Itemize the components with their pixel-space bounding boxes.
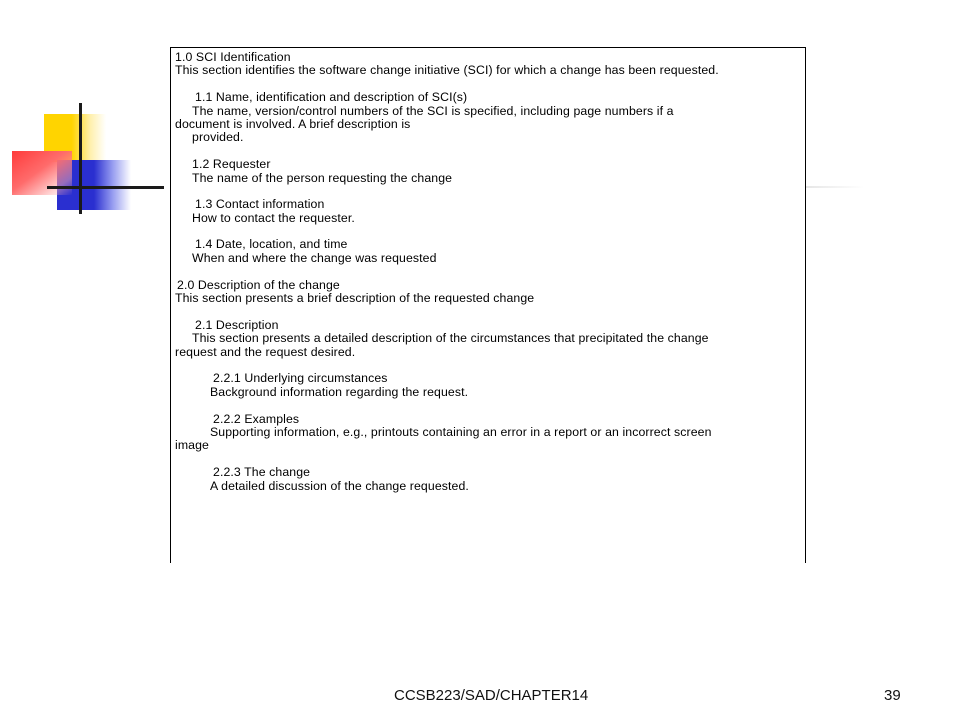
subsubsection-heading: 2.2.3 The change [213, 465, 311, 480]
subsection-text: document is involved. A brief description is [175, 116, 411, 131]
document-text [175, 51, 800, 493]
footer-course-code: CCSB223/SAD/CHAPTER14 [394, 687, 589, 704]
section-text: This section identifies the software change initiative (SCI) for which a change has been requested. [175, 63, 719, 78]
footer-page-number: 39 [884, 687, 901, 704]
section-heading: 2.0 Description of the change [177, 277, 340, 292]
blank-line [175, 399, 800, 412]
blank-line [175, 225, 800, 238]
title-underline-fade [806, 186, 864, 188]
subsubsection-text: Supporting information, e.g., printouts containing an error in a report or an incorrect screen [210, 424, 712, 439]
subsection-heading: 1.1 Name, identification and description of SCI(s) [195, 90, 468, 105]
subsection-heading: 1.2 Requester [192, 157, 271, 172]
subsection-text: When and where the change was requested [192, 250, 437, 265]
subsubsection-text: image [175, 438, 209, 453]
subsubsection-text: A detailed discussion of the change requested. [210, 478, 469, 493]
subsubsection-heading: 2.2.2 Examples [213, 411, 300, 426]
subsection-heading: 1.3 Contact information [195, 197, 325, 212]
blank-line [175, 453, 800, 466]
subsection-text: The name of the person requesting the change [192, 170, 453, 185]
subsection-heading: 1.4 Date, location, and time [195, 237, 348, 252]
subsubsection-heading: 2.2.1 Underlying circumstances [213, 371, 388, 386]
subsection-text: How to contact the requester. [192, 210, 355, 225]
blank-line [175, 185, 800, 198]
vertical-rule [79, 103, 82, 214]
subsection-text: provided. [192, 130, 244, 145]
blank-line [175, 265, 800, 278]
blank-line [175, 305, 800, 318]
horizontal-rule [47, 186, 164, 189]
section-heading: 1.0 SCI Identification [175, 50, 291, 64]
blank-line [175, 359, 800, 372]
subsection-text: This section presents a detailed description of the circumstances that precipitated the change [192, 331, 709, 346]
subsection-text: request and the request desired. [175, 344, 356, 359]
slide-logo-decoration [0, 0, 170, 230]
subsubsection-text: Background information regarding the request. [210, 384, 469, 399]
blank-line [175, 145, 800, 158]
subsection-heading: 2.1 Description [195, 317, 279, 332]
document-image-panel [170, 47, 806, 563]
section-text: This section presents a brief description of the requested change [175, 291, 535, 306]
blank-line [175, 78, 800, 91]
subsection-text: The name, version/control numbers of the SCI is specified, including page numbers if a [192, 103, 674, 118]
